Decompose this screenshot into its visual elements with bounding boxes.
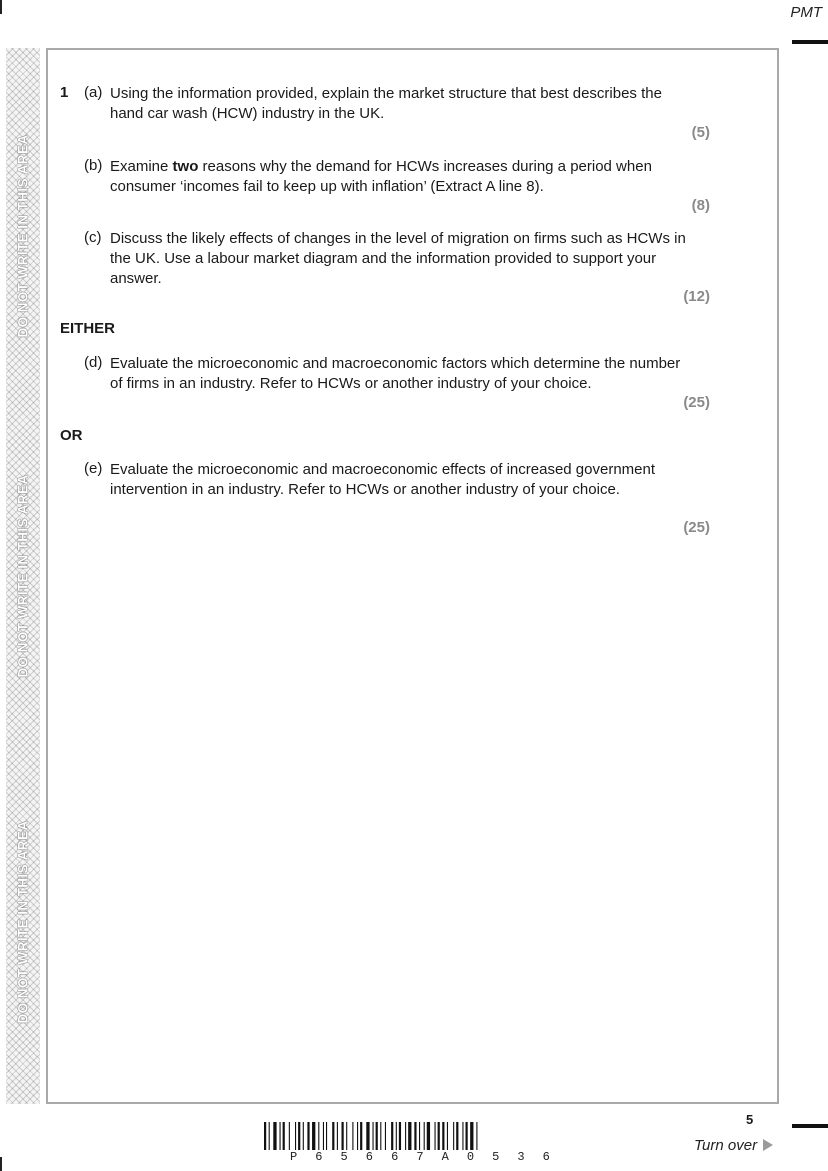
barcode-char: 6	[365, 1150, 373, 1164]
barcode-bar	[405, 1122, 406, 1150]
barcode-bar	[391, 1122, 393, 1150]
part-d-text: Evaluate the microeconomic and macroeconomic factors which determine the number of firms in an industry. Refer to HCWs or another industry of your choice.	[110, 355, 681, 392]
barcode-char: 6	[542, 1150, 550, 1164]
barcode-bar	[424, 1122, 425, 1150]
barcode-bar	[442, 1122, 444, 1150]
part-c-text: Discuss the likely effects of changes in the level of migration on firms such as HCWs in the UK. Use a labour market diagram and the information provided to support your answer.	[110, 230, 686, 287]
crop-mark-top	[0, 0, 2, 14]
barcode-bar	[360, 1122, 362, 1150]
barcode-bar	[318, 1122, 319, 1150]
turn-over-label: Turn over	[694, 1137, 758, 1154]
barcode-char: 3	[517, 1150, 525, 1164]
part-b-text-after: reasons why the demand for HCWs increases during a period when consumer ‘incomes fail to keep up with inflation’ (Extract A line 8).	[110, 158, 652, 195]
barcode-bar	[312, 1122, 315, 1150]
barcode-bar	[462, 1122, 463, 1150]
barcode-bar	[408, 1122, 411, 1150]
barcode-bar	[419, 1122, 420, 1150]
barcode-bar	[280, 1122, 281, 1150]
barcode-bar	[326, 1122, 327, 1150]
part-a-text: Using the information provided, explain the market structure that best describes the hand car wash (HCW) industry in the UK.	[110, 85, 662, 122]
registration-bar-top	[792, 40, 828, 44]
barcode-bar	[357, 1122, 358, 1150]
barcode-bar	[269, 1122, 270, 1150]
barcode-bar	[303, 1122, 304, 1150]
or-heading: OR	[60, 427, 83, 444]
barcode-char: 5	[340, 1150, 348, 1164]
crop-mark-bottom	[0, 1157, 2, 1171]
part-b-text-before: Examine	[110, 158, 173, 175]
barcode-bar	[435, 1122, 436, 1150]
turn-over-arrow-icon	[763, 1139, 773, 1151]
barcode-bar	[273, 1122, 276, 1150]
barcode-bar	[438, 1122, 440, 1150]
question-number: 1	[60, 84, 69, 101]
part-b-text	[110, 157, 690, 197]
barcode-bar	[323, 1122, 324, 1150]
barcode-bar	[337, 1122, 338, 1150]
barcode-bar	[264, 1122, 266, 1150]
part-e-marks: (25)	[683, 519, 710, 536]
answer-box	[46, 48, 779, 1104]
part-a-marks: (5)	[691, 124, 710, 141]
turn-over	[694, 1137, 773, 1154]
barcode-bar	[307, 1122, 309, 1150]
part-c-label: (c)	[84, 229, 102, 246]
part-b-marks: (8)	[691, 197, 710, 214]
barcode-char: 0	[466, 1150, 475, 1164]
barcode-bar	[385, 1122, 386, 1150]
part-e-text: Evaluate the microeconomic and macroeconomic effects of increased government intervention in an industry. Refer to HCWs or another industry of your choice.	[110, 461, 656, 498]
pmt-header: PMT	[790, 4, 822, 21]
barcode-bar	[295, 1122, 296, 1150]
margin-warning-2: DO NOT WRITE IN THIS AREA	[15, 474, 31, 678]
part-d-marks: (25)	[683, 394, 710, 411]
barcode-bar	[453, 1122, 454, 1150]
barcode-bar	[456, 1122, 458, 1150]
barcode-bar	[466, 1122, 468, 1150]
barcode-bar	[476, 1122, 477, 1150]
barcode-bar	[373, 1122, 374, 1150]
part-c-marks: (12)	[683, 288, 710, 305]
barcode-bar	[352, 1122, 353, 1150]
barcode-bar	[376, 1122, 378, 1150]
barcode-bar	[366, 1122, 369, 1150]
part-b-text-bold: two	[172, 158, 199, 175]
barcode-bar	[396, 1122, 397, 1150]
part-e-label: (e)	[84, 460, 103, 477]
barcode-bar	[427, 1122, 430, 1150]
margin-warning-1: DO NOT WRITE IN THIS AREA	[15, 134, 31, 338]
part-a-label: (a)	[84, 84, 103, 101]
part-b-label: (b)	[84, 157, 103, 174]
page-number: 5	[746, 1112, 754, 1127]
barcode-char: 6	[391, 1150, 399, 1164]
barcode-char: 5	[492, 1150, 500, 1164]
barcode-bar	[399, 1122, 401, 1150]
barcode	[264, 1122, 564, 1150]
barcode-bar	[346, 1122, 347, 1150]
part-d-label: (d)	[84, 354, 103, 371]
barcode-bar	[380, 1122, 381, 1150]
barcode-bar	[332, 1122, 334, 1150]
barcode-bar	[289, 1122, 290, 1150]
barcode-char: 7	[416, 1150, 424, 1164]
barcode-bar	[283, 1122, 285, 1150]
barcode-char: A	[441, 1150, 449, 1164]
barcode-char: 6	[315, 1150, 323, 1164]
barcode-bar	[298, 1122, 300, 1150]
margin-warning-3: DO NOT WRITE IN THIS AREA	[15, 820, 31, 1024]
barcode-bar	[447, 1122, 448, 1150]
barcode-bar	[414, 1122, 416, 1150]
either-heading: EITHER	[60, 320, 116, 337]
barcode-char: P	[290, 1150, 298, 1164]
barcode-bar	[342, 1122, 344, 1150]
barcode-code	[290, 1150, 550, 1164]
barcode-bar	[470, 1122, 473, 1150]
registration-bar-bottom	[792, 1124, 828, 1128]
